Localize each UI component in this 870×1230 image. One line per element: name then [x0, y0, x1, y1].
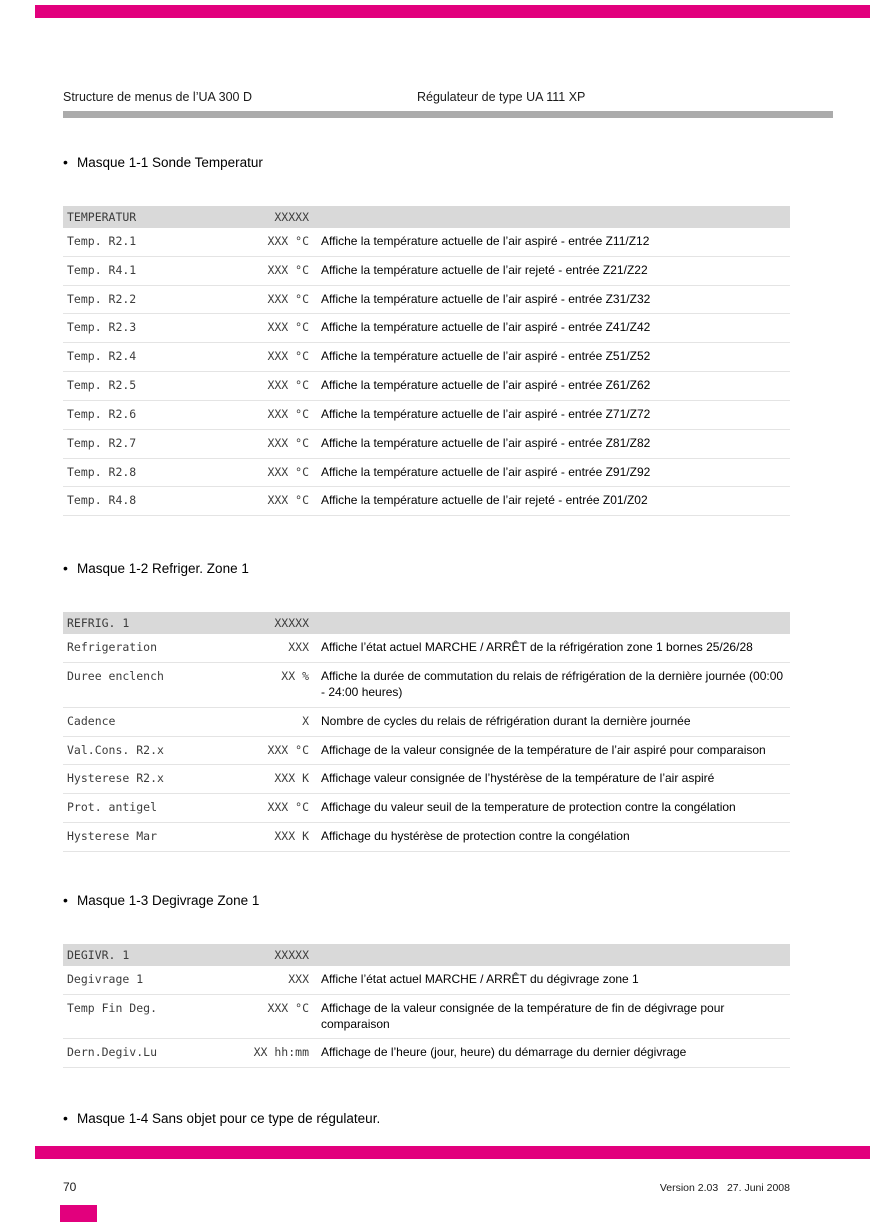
- table-header: [63, 612, 790, 634]
- param-value: XXX K: [274, 771, 309, 786]
- header-left-title: Structure de menus de l’UA 300 D: [63, 90, 252, 104]
- table-header: [63, 944, 790, 966]
- param-value: XX hh:mm: [253, 1045, 309, 1060]
- param-name: Temp. R2.5: [67, 378, 137, 393]
- param-description: Affiche la durée de commutation du relais de réfrigération de la dernière journée (00:00 - 24:00 heures): [321, 669, 784, 699]
- section-title-text: Masque 1-4 Sans objet pour ce type de régulateur.: [77, 1111, 381, 1127]
- param-name: Hysterese R2.x: [67, 771, 164, 786]
- table-row: [63, 228, 790, 257]
- param-value: XXX °C: [267, 291, 309, 306]
- refrigeration-table: [63, 612, 790, 852]
- param-description: Affichage valeur consignée de l’hystérèse de la température de l’air aspiré: [321, 771, 715, 786]
- param-description: Affiche la température actuelle de l’air aspiré - entrée Z51/Z52: [321, 349, 651, 364]
- table-row: [63, 794, 790, 823]
- param-description: Affichage de l’heure (jour, heure) du démarrage du dernier dégivrage: [321, 1045, 687, 1060]
- table-row: [63, 966, 790, 995]
- param-name: Temp. R2.8: [67, 464, 137, 479]
- header-rule: [63, 111, 833, 118]
- param-name: Refrigeration: [67, 640, 158, 655]
- table-title: REFRIG. 1: [67, 616, 130, 631]
- param-name: Hysterese Mar: [67, 829, 158, 844]
- bullet-icon: [63, 892, 77, 908]
- param-value: XXX °C: [267, 262, 309, 277]
- param-value: XXX °C: [267, 435, 309, 450]
- table-row: [63, 487, 790, 516]
- param-description: Affiche l’état actuel MARCHE / ARRÊT de la réfrigération zone 1 bornes 25/26/28: [321, 640, 753, 655]
- param-value: XXX °C: [267, 378, 309, 393]
- param-description: Affiche la température actuelle de l’air aspiré - entrée Z91/Z92: [321, 464, 651, 479]
- param-name: Temp Fin Deg.: [67, 1000, 158, 1015]
- param-value: XXX °C: [267, 493, 309, 508]
- param-description: Affiche la température actuelle de l’air aspiré - entrée Z61/Z62: [321, 378, 651, 393]
- param-description: Affiche la température actuelle de l’air rejeté - entrée Z21/Z22: [321, 262, 648, 277]
- bottom-accent-bar: [35, 1146, 870, 1159]
- table-row: [63, 663, 790, 708]
- param-name: Val.Cons. R2.x: [67, 742, 164, 757]
- table-row: [63, 1039, 790, 1068]
- param-description: Affiche la température actuelle de l’air aspiré - entrée Z11/Z12: [321, 234, 650, 248]
- section-title-masque-1-4: [63, 1110, 833, 1126]
- param-description: Affichage de la valeur consignée de la température de l’air aspiré pour comparaison: [321, 742, 766, 757]
- page-number: 70: [63, 1180, 77, 1194]
- param-name: Prot. antigel: [67, 800, 158, 815]
- temperature-table: [63, 206, 790, 516]
- section-title-masque-1-1: [63, 154, 833, 170]
- table-row: [63, 708, 790, 737]
- bullet-icon: [63, 1110, 77, 1126]
- param-value: XXX: [288, 640, 309, 655]
- param-name: Temp. R2.1: [67, 234, 137, 248]
- param-description: Affichage du valeur seuil de la temperature de protection contre la congélation: [321, 800, 736, 815]
- page-header: [63, 90, 833, 106]
- table-row: [63, 765, 790, 794]
- param-value: X: [302, 713, 309, 728]
- param-value: XXX °C: [267, 320, 309, 335]
- bullet-icon: [63, 560, 77, 576]
- param-name: Duree enclench: [67, 669, 164, 684]
- table-row: [63, 995, 790, 1040]
- table-row: [63, 430, 790, 459]
- section-title-masque-1-3: [63, 892, 833, 908]
- param-description: Nombre de cycles du relais de réfrigération durant la dernière journée: [321, 713, 691, 728]
- param-description: Affiche la température actuelle de l’air aspiré - entrée Z41/Z42: [321, 320, 651, 335]
- param-value: XXX °C: [267, 800, 309, 815]
- param-description: Affichage du hystérèse de protection contre la congélation: [321, 829, 630, 844]
- param-name: Temp. R2.2: [67, 291, 137, 306]
- param-name: Degivrage 1: [67, 971, 144, 986]
- table-row: [63, 372, 790, 401]
- param-description: Affiche la température actuelle de l’air rejeté - entrée Z01/Z02: [321, 493, 648, 508]
- header-right-title: Régulateur de type UA 111 XP: [417, 90, 586, 104]
- table-header-value: XXXXX: [274, 209, 309, 224]
- param-name: Temp. R4.1: [67, 262, 137, 277]
- param-name: Temp. R2.7: [67, 435, 137, 450]
- section-title-text: Masque 1-1 Sonde Temperatur: [77, 155, 263, 170]
- bullet-icon: [63, 154, 77, 170]
- page-content: [63, 0, 833, 1126]
- param-value: XXX K: [274, 829, 309, 844]
- table-header-value: XXXXX: [274, 616, 309, 631]
- section-title-text: Masque 1-2 Refriger. Zone 1: [77, 561, 249, 577]
- param-value: XXX °C: [267, 1000, 309, 1015]
- table-row: [63, 286, 790, 315]
- section-title-masque-1-2: [63, 560, 833, 576]
- param-value: XXX °C: [267, 349, 309, 364]
- param-description: Affiche la température actuelle de l’air aspiré - entrée Z81/Z82: [321, 435, 651, 450]
- defrost-table: [63, 944, 790, 1068]
- param-name: Cadence: [67, 713, 116, 728]
- table-row: [63, 737, 790, 766]
- param-description: Affiche la température actuelle de l’air aspiré - entrée Z71/Z72: [321, 406, 651, 421]
- page-footer: [63, 1180, 790, 1194]
- param-value: XXX °C: [267, 406, 309, 421]
- param-name: Temp. R2.3: [67, 320, 137, 335]
- bottom-left-accent-mark: [60, 1205, 97, 1222]
- table-row: [63, 823, 790, 852]
- table-title: DEGIVR. 1: [67, 947, 130, 962]
- table-row: [63, 314, 790, 343]
- table-row: [63, 401, 790, 430]
- param-name: Dern.Degiv.Lu: [67, 1045, 158, 1060]
- table-header-value: XXXXX: [274, 947, 309, 962]
- param-value: XXX °C: [267, 742, 309, 757]
- param-value: XX %: [281, 669, 309, 684]
- param-description: Affiche la température actuelle de l’air aspiré - entrée Z31/Z32: [321, 291, 651, 306]
- table-row: [63, 343, 790, 372]
- param-description: Affichage de la valeur consignée de la température de fin de dégivrage pour comparaison: [321, 1000, 725, 1031]
- param-description: Affiche l’état actuel MARCHE / ARRÊT du dégivrage zone 1: [321, 971, 639, 986]
- table-row: [63, 257, 790, 286]
- param-name: Temp. R2.4: [67, 349, 137, 364]
- param-value: XXX °C: [267, 464, 309, 479]
- table-header: [63, 206, 790, 228]
- param-name: Temp. R4.8: [67, 493, 137, 508]
- table-row: [63, 634, 790, 663]
- param-value: XXX °C: [267, 234, 309, 248]
- param-name: Temp. R2.6: [67, 406, 137, 421]
- version-label: Version 2.03 27. Juni 2008: [659, 1182, 790, 1194]
- section-title-text: Masque 1-3 Degivrage Zone 1: [77, 892, 260, 908]
- table-title: TEMPERATUR: [67, 209, 137, 224]
- param-value: XXX: [288, 971, 309, 986]
- table-row: [63, 459, 790, 488]
